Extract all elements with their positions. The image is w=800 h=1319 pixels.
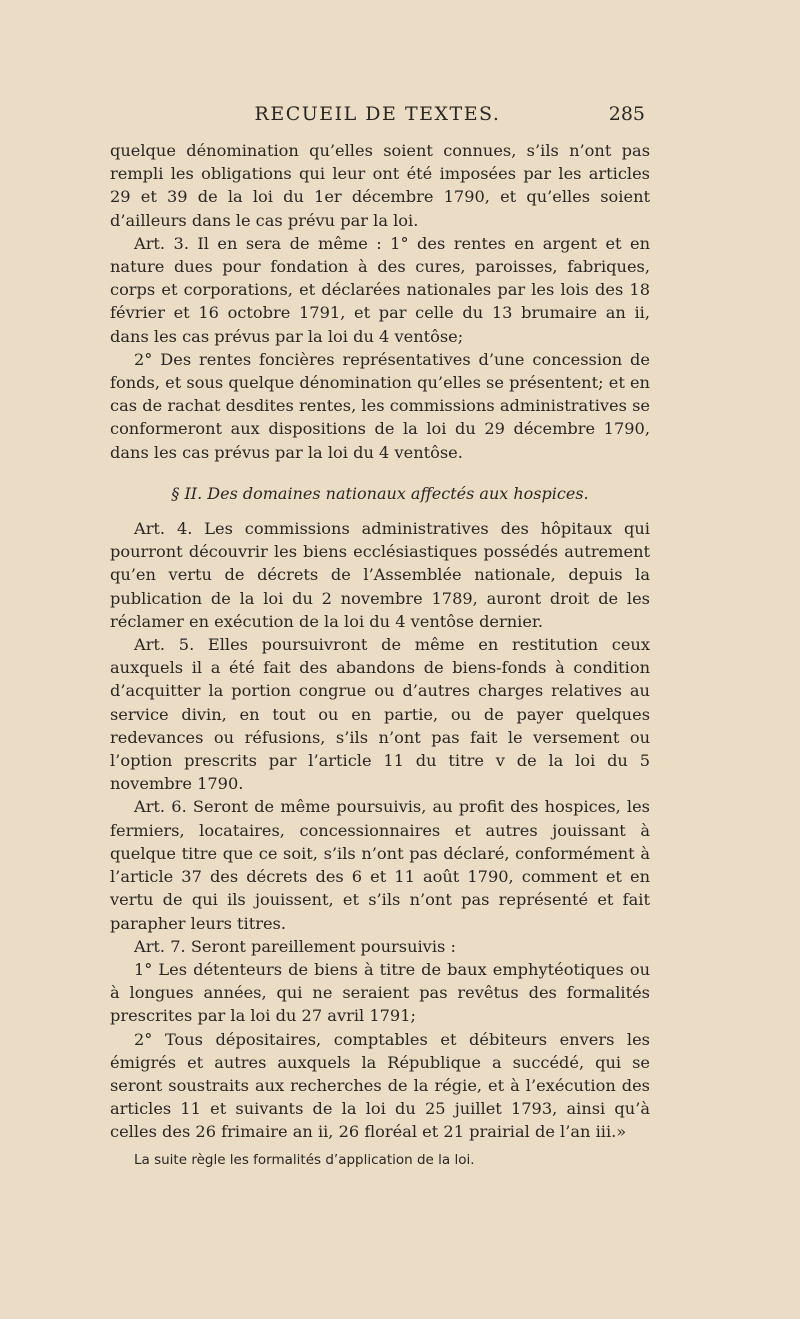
paragraph-art-4: Art. 4. Les commissions administratives des hôpitaux qui pourront découvrir les biens ecclésiastiques possédés autrement qu’en vertu de décrets de l’Assemblée nationale, depuis la publication de la loi du 2 novembre 1789, auront droit de les réclamer en exécution de la loi du 4 ventôse dernier. bbox=[110, 519, 650, 631]
paragraph-art-7-1: 1° Les détenteurs de biens à titre de baux emphytéotiques ou à longues années, qui ne seraient pas revêtus des formalités prescrites par la loi du 27 avril 1791; bbox=[110, 959, 650, 1026]
body-text bbox=[110, 139, 650, 1170]
section-title: § II. Des domaines nationaux affectés aux hospices. bbox=[171, 483, 589, 503]
editorial-note: La suite règle les formalités d’application de la loi. bbox=[134, 1151, 475, 1168]
paragraph-continuation: quelque dénomination qu’elles soient connues, s’ils n’ont pas rempli les obligations qui leur ont été imposées par les articles 29 et 39 de la loi du 1er décembre 1790, et qu’elles soient d’ailleurs dans le cas prévu par la loi. bbox=[110, 141, 650, 230]
paragraph-art-7: Art. 7. Seront pareillement poursuivis : bbox=[134, 936, 456, 956]
paragraph-art-3-2: 2° Des rentes foncières représentatives d’une concession de fonds, et sous quelque dénomination qu’elles se présentent; et en cas de rachat desdites rentes, les commissions administratives se conformeront aux dispositions de la loi du 29 décembre 1790, dans les cas prévus par la loi du 4 ventôse. bbox=[110, 349, 650, 462]
running-title: RECUEIL DE TEXTES. bbox=[254, 103, 501, 125]
paragraph-art-7-2: 2° Tous dépositaires, comptables et débiteurs envers les émigrés et autres auxquels la République a succédé, qui se seront soustraits aux recherches de la régie, et à l’exécution des articles 11 et suivants de la loi du 25 juillet 1793, ainsi qu’à celles des 26 frimaire an ii, 26 floréal et 21 prairial de l’an iii.» bbox=[110, 1029, 650, 1142]
paragraph-art-3: Art. 3. Il en sera de même : 1° des rentes en argent et en nature dues pour fondation à des cures, paroisses, fabriques, corps et corporations, et déclarées nationales par les lois des 18 février et 16 octobre 1791, et par celle du 13 brumaire an ii, dans les cas prévus par la loi du 4 ventôse; bbox=[110, 233, 650, 346]
page-header bbox=[110, 103, 645, 133]
paragraph-art-6: Art. 6. Seront de même poursuivis, au profit des hospices, les fermiers, locataires, concessionnaires et autres jouissant à quelque titre que ce soit, s’ils n’ont pas déclaré, conformément à l’article 37 des décrets des 6 et 11 août 1790, comment et en vertu de qui ils jouissent, et s’ils n’ont pas représenté et fait parapher leurs titres. bbox=[110, 797, 650, 933]
paragraph-art-5: Art. 5. Elles poursuivront de même en restitution ceux auxquels il a été fait des abandons de biens-fonds à condition d’acquitter la portion congrue ou d’autres charges relatives au service divin, en tout ou en partie, ou de payer quelques redevances ou réfusions, s’ils n’ont pas fait le versement ou l’option prescrits par l’article 11 du titre v de la loi du 5 novembre 1790. bbox=[110, 635, 650, 794]
page-number: 285 bbox=[608, 103, 645, 125]
